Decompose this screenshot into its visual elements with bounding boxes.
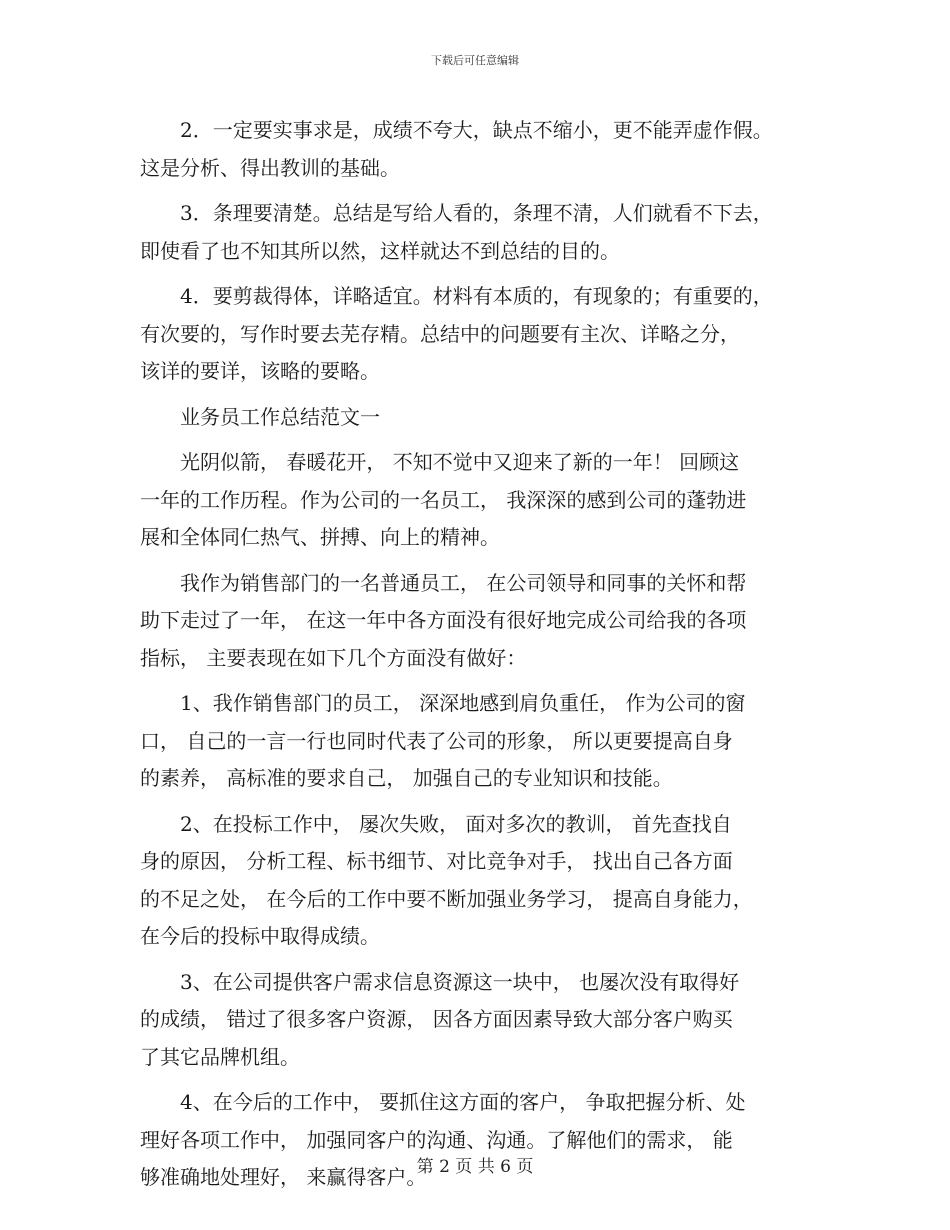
paragraph — [140, 195, 820, 270]
text-line: 身的原因， 分析工程、标书细节、对比竞争对手， 找出自己各方面 — [140, 849, 733, 873]
text-line: 我作为销售部门的一名普通员工， 在公司领导和同事的关怀和帮 — [140, 570, 747, 595]
text-line: 助下走过了一年， 在这一年中各方面没有很好地完成公司给我的各项 — [140, 608, 747, 632]
paragraph-gap — [140, 677, 820, 685]
text-line: 这是分析、得出教训的基础。 — [140, 155, 400, 180]
paragraph — [140, 964, 820, 1077]
text-line: 口， 自己的一言一行也同时代表了公司的形象， 所以更要提高自身 — [140, 728, 733, 753]
paragraph — [140, 1084, 820, 1197]
text-line: 2、在投标工作中， 屡次失败， 面对多次的教训， 首先查找自 — [140, 811, 732, 836]
paragraph — [140, 565, 820, 678]
text-line: 在今后的投标中取得成绩。 — [140, 924, 380, 948]
text-line: 指标， 主要表现在如下几个方面没有做好： — [140, 645, 527, 670]
text-line: 展和全体同仁热气、拼搏、向上的精神。 — [140, 525, 500, 549]
text-line: 的成绩， 错过了很多客户资源， 因各方面因素导致大部分客户购买 — [140, 1007, 733, 1031]
text-line: 的素养， 高标准的要求自己， 加强自己的专业知识和技能。 — [140, 766, 673, 790]
text-line: 了其它品牌机组。 — [140, 1044, 300, 1069]
paragraph — [140, 112, 820, 187]
document-body — [140, 112, 820, 1197]
paragraph-gap — [140, 436, 820, 444]
text-line: 1、我作销售部门的员工， 深深地感到肩负重任， 作为公司的窗 — [140, 691, 746, 715]
text-line: 业务员工作总结范文一 — [140, 404, 380, 429]
text-line: 2．一定要实事求是，成绩不夸大，缺点不缩小，更不能弄虚作假。 — [140, 118, 773, 142]
text-line: 3．条理要清楚。总结是写给人看的，条理不清，人们就看不下去， — [140, 201, 773, 225]
paragraph-gap — [140, 187, 820, 195]
paragraph-gap — [140, 956, 820, 964]
paragraph-gap — [140, 1076, 820, 1084]
text-line: 一年的工作历程。作为公司的一名员工， 我深深的感到公司的蓬勃进 — [140, 487, 747, 512]
paragraph — [140, 399, 820, 437]
text-line: 理好各项工作中， 加强同客户的沟通、沟通。了解他们的需求， 能 — [140, 1127, 733, 1152]
paragraph-gap — [140, 798, 820, 806]
text-line: 够准确地处理好， 来赢得客户。 — [140, 1165, 427, 1189]
text-line: 有次要的，写作时要去芜存精。总结中的问题要有主次、详略之分， — [140, 321, 740, 346]
paragraph-gap — [140, 270, 820, 278]
text-line: 即使看了也不知其所以然，这样就达不到总结的目的。 — [140, 238, 620, 263]
paragraph — [140, 444, 820, 557]
paragraph-gap — [140, 391, 820, 399]
text-line: 光阴似箭， 春暖花开， 不知不觉中又迎来了新的一年！ 回顾这 — [140, 450, 740, 474]
paragraph-gap — [140, 557, 820, 565]
paragraph — [140, 806, 820, 956]
page-header: 下载后可任意编辑 — [431, 54, 519, 67]
paragraph — [140, 278, 820, 391]
page-footer: 第 2 页 共 6 页 — [416, 1157, 534, 1177]
paragraph — [140, 685, 820, 798]
text-line: 4．要剪裁得体，详略适宜。材料有本质的，有现象的；有重要的， — [140, 284, 773, 308]
text-line: 4、在今后的工作中， 要抓住这方面的客户， 争取把握分析、处 — [140, 1090, 746, 1114]
text-line: 的不足之处， 在今后的工作中要不断加强业务学习， 提高自身能力， — [140, 886, 753, 911]
text-line: 3、在公司提供客户需求信息资源这一块中， 也屡次没有取得好 — [140, 969, 740, 994]
text-line: 该详的要详，该略的要略。 — [140, 359, 380, 383]
